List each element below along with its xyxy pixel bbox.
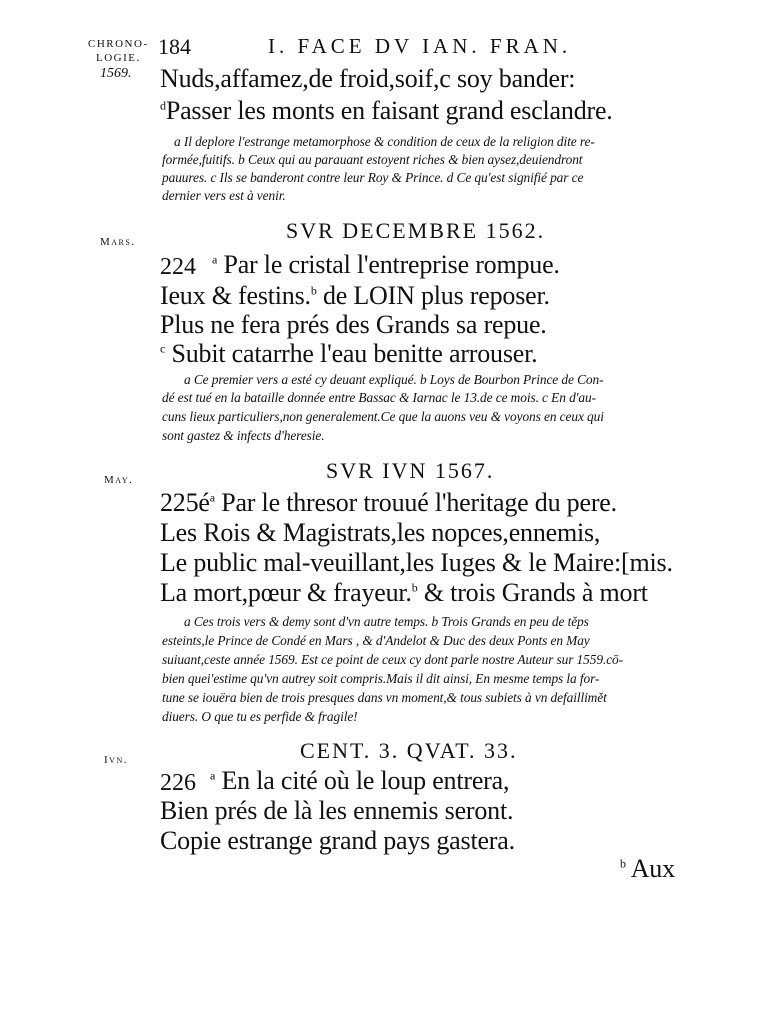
footnote-line: a Ce premier vers a esté cy deuant expliqué. b Loys de Bourbon Prince de Con- — [184, 372, 604, 387]
section-heading: SVR DECEMBRE 1562. — [286, 218, 546, 243]
note-marker: a — [209, 490, 215, 505]
verse-text: de LOIN plus reposer. — [322, 281, 550, 310]
verse-text: Subit catarrhe l'eau benitte arrouser. — [171, 339, 538, 368]
footnote-line: tune se iouëra bien de trois presques dans vn moment,& tous subiets à vn defaillimět — [162, 690, 607, 705]
footnote-line: diuers. O que tu es perfide & fragile! — [162, 709, 358, 724]
note-marker: b — [411, 580, 418, 595]
verse-line — [160, 488, 617, 518]
margin-year: 1569. — [100, 66, 132, 81]
footnote-line: cuns lieux particuliers,non generalement.Ce que la auons veu & voyons en ceux qui — [162, 409, 604, 424]
section-heading: SVR IVN 1567. — [326, 458, 495, 483]
footnote-line: a Il deplore l'estrange metamorphose & condition de ceux de la religion dite re- — [174, 134, 595, 149]
footnote-line: sont gastez & infects d'heresie. — [162, 428, 325, 443]
footnote-line: esteints,le Prince de Condé en Mars , & d'Andelot & Duc des deux Ponts en May — [162, 633, 590, 648]
page-number: 184 — [158, 34, 191, 59]
margin-month: May. — [104, 474, 134, 486]
footnote-line: a Ces trois vers & demy sont d'vn autre temps. b Trois Grands en peu de těps — [184, 614, 589, 629]
verse-text: En la cité où le loup entrera, — [221, 766, 510, 795]
footnote-line: suiuant,ceste année 1569. Est ce point de ceux cy dont parle nostre Auteur sur 1559.cō- — [162, 652, 623, 667]
verse-line — [160, 339, 537, 369]
verse-line: Le public mal-veuillant,les Iuges & le Maire:[mis. — [160, 548, 673, 577]
footnote-line: dé est tué en la bataille donnée entre Bassac & Iarnac le 13.de ce mois. c En d'au- — [162, 390, 596, 405]
verse-line: Plus ne fera prés des Grands sa repue. — [160, 310, 547, 339]
verse-line: Les Rois & Magistrats,les nopces,ennemis, — [160, 518, 601, 547]
margin-label-chronologie-2: LOGIE. — [96, 52, 141, 64]
footnote-line: bien quei'estime qu'vn autrey soit compris.Mais il dit ainsi, En mesme temps la for- — [162, 671, 600, 686]
note-marker: c — [160, 341, 166, 356]
verse-text: Ieux & festins. — [160, 281, 311, 310]
verse-line: Bien prés de là les ennemis seront. — [160, 796, 514, 825]
running-title: I. FACE DV IAN. FRAN. — [268, 34, 572, 58]
verse-line: Copie estrange grand pays gastera. — [160, 826, 515, 855]
catchword-text: Aux — [630, 854, 675, 883]
verse-text: Passer les monts en faisant grand esclandre. — [165, 96, 613, 125]
margin-month: Mars. — [100, 236, 136, 248]
verse-text: Par le cristal l'entreprise rompue. — [223, 250, 560, 279]
verse-line: Nuds,affamez,de froid,soif,c soy bander: — [160, 64, 576, 93]
verse-line — [160, 281, 550, 311]
note-marker: b — [310, 283, 317, 298]
footnote-line: pauures. c Ils se banderont contre leur Roy & Prince. d Ce qu'est signifié par ce — [162, 170, 584, 185]
quatrain-number: 224 — [160, 254, 196, 280]
note-marker: a — [210, 768, 216, 783]
verse-line — [160, 578, 648, 608]
verse-text: Par le thresor trouué l'heritage du pere. — [221, 488, 617, 517]
verse-line — [160, 96, 613, 126]
verse-text: La mort,pœur & frayeur. — [160, 578, 412, 607]
note-marker: b — [620, 856, 626, 871]
catchword — [620, 854, 675, 884]
note-marker: d — [160, 98, 166, 113]
section-heading: CENT. 3. QVAT. 33. — [300, 738, 518, 763]
verse-text: & trois Grands à mort — [423, 578, 648, 607]
margin-label-chronologie-1: CHRONO- — [88, 38, 149, 50]
footnote-line: dernier vers est à venir. — [162, 188, 286, 203]
verse-line — [210, 766, 509, 796]
verse-line — [212, 250, 560, 280]
footnote-line: formée,fuitifs. b Ceux qui au parauant estoyent riches & bien aysez,deuiendront — [162, 152, 583, 167]
note-marker: a — [212, 252, 218, 267]
quatrain-number: 225 — [160, 488, 199, 517]
margin-month: Ivn. — [104, 754, 128, 766]
quatrain-number: 226 — [160, 770, 196, 796]
verse-text: é — [198, 488, 210, 517]
